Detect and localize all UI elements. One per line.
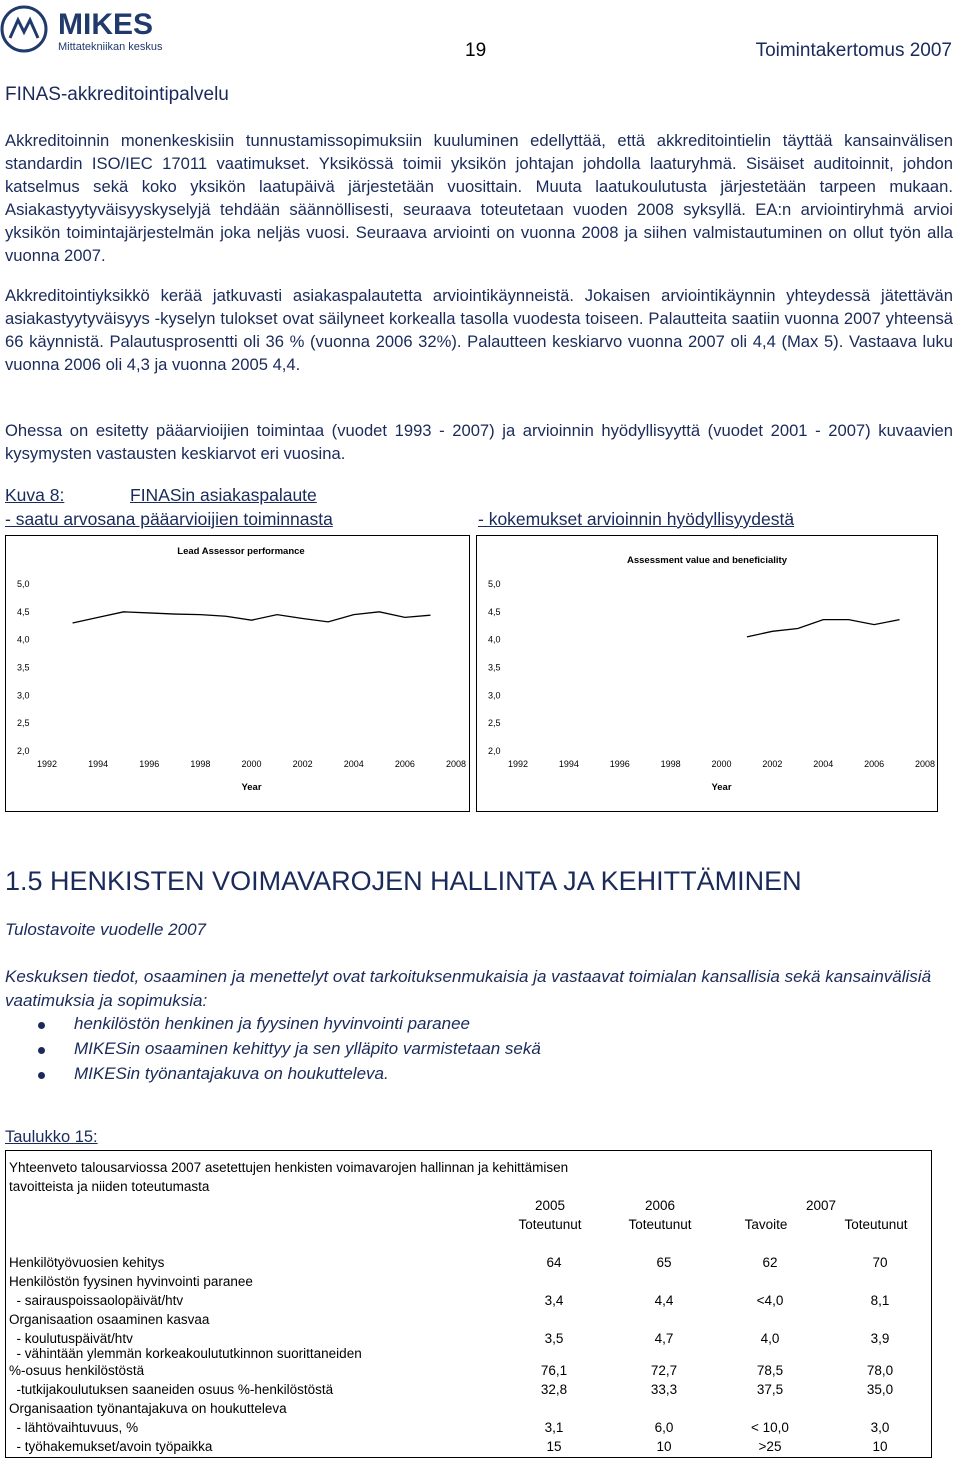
table-cell: 3,0 — [870, 1420, 890, 1435]
bullet-icon — [38, 1072, 45, 1079]
table-row — [9, 1274, 924, 1292]
row-label: Organisaation työnantajakuva on houkutteleva — [9, 1401, 287, 1416]
y-tick-label: 5,0 — [17, 579, 30, 589]
x-tick-label: 1992 — [507, 759, 529, 769]
table-cell: 78,5 — [756, 1363, 784, 1378]
table-cell: 3,1 — [544, 1420, 564, 1435]
year-header-2007: 2007 — [805, 1198, 837, 1213]
x-tick-label: 2008 — [914, 759, 936, 769]
chart-assessment-value-svg — [477, 536, 937, 811]
logo-text: MIKES — [58, 8, 154, 41]
paragraph-2: Akkreditointiyksikkö kerää jatkuvasti asiakaspalautetta arviointikäynneistä. Jokaisen arviointikäynnin yhteydessä jätettävän asiakastyytyväisyys -kyselyn tulokset ovat säilyneet korkealla tasolla vuodesta toiseen. Palautteita saatiin vuonna 2007 yhteensä 66 käynnistä. Palautusprosentti oli 36 % (vuonna 2006 32%). Palautteen keskiarvo vuonna 2007 oli 4,4 (Max 5). Vastaava luku vuonna 2006 oli 4,3 ja vuonna 2005 4,4. — [5, 286, 953, 374]
series-line — [73, 612, 431, 623]
x-tick-label: 1994 — [88, 759, 109, 769]
x-tick-label: 2006 — [864, 759, 885, 769]
y-tick-label: 4,0 — [17, 634, 30, 645]
year-header-2005: 2005 — [534, 1198, 566, 1213]
x-tick-label: 2006 — [394, 759, 415, 769]
bullet-icon — [38, 1047, 45, 1054]
section-title: FINAS-akkreditointipalvelu — [5, 84, 229, 105]
table-row — [9, 1420, 924, 1438]
table-cell: 4,0 — [760, 1331, 780, 1346]
chart-title: Assessment value and beneficiality — [627, 555, 787, 566]
paragraph-3: Ohessa on esitetty pääarvioijien toimintaa (vuodet 1993 - 2007) ja arvioinnin hyödyllisyyttä (vuodet 2001 - 2007) kuvaavien kysymysten vastausten keskiarvot eri vuosina. — [5, 421, 953, 463]
bullet-text: MIKESin osaaminen kehittyy ja sen ylläpito varmistetaan sekä — [74, 1039, 541, 1058]
x-tick-label: 2004 — [813, 759, 834, 769]
document-title: Toimintakertomus 2007 — [755, 40, 952, 61]
row-label: - vähintään ylemmän korkeakoulututkinnon suorittaneiden — [9, 1346, 362, 1361]
table-cell: >25 — [758, 1439, 782, 1454]
table-cell: 72,7 — [650, 1363, 678, 1378]
table-row — [9, 1293, 924, 1311]
table-row — [9, 1382, 924, 1400]
column-header: Tavoite — [744, 1217, 788, 1232]
y-tick-label: 4,5 — [17, 606, 30, 617]
y-tick-label: 3,0 — [488, 690, 501, 701]
figure-label: Kuva 8: — [5, 485, 65, 505]
x-tick-label: 1998 — [190, 759, 211, 769]
target-title: Tulostavoite vuodelle 2007 — [5, 920, 206, 939]
y-tick-label: 2,0 — [488, 746, 501, 756]
logo-subtext: Mittatekniikan keskus — [58, 41, 163, 53]
y-tick-label: 3,0 — [17, 690, 30, 701]
table-caption-line2: tavoitteista ja niiden toteutumasta — [9, 1179, 210, 1194]
table-label: Taulukko 15: — [5, 1128, 98, 1146]
section-15-heading: 1.5 HENKISTEN VOIMAVAROJEN HALLINTA JA KEHITTÄMINEN — [5, 866, 802, 896]
table-cell: < 10,0 — [751, 1420, 789, 1435]
row-label: Henkilötyövuosien kehitys — [9, 1255, 165, 1270]
table-row — [9, 1401, 924, 1419]
table-caption-line1: Yhteenveto talousarviossa 2007 asetettujen henkisten voimavarojen hallinnan ja kehittämisen — [9, 1160, 569, 1175]
table-cell: 3,9 — [870, 1331, 890, 1346]
x-tick-label: 2002 — [762, 759, 783, 769]
bullet-icon — [38, 1022, 45, 1029]
chart-assessment-value — [476, 535, 938, 812]
x-tick-label: 2008 — [445, 759, 467, 769]
table-cell: <4,0 — [756, 1293, 784, 1308]
series-line — [747, 620, 900, 637]
table-cell: 6,0 — [654, 1420, 674, 1435]
row-label: - sairauspoissaolopäivät/htv — [9, 1293, 184, 1308]
column-header: Toteutunut — [844, 1217, 908, 1232]
bullet-text: MIKESin työnantajakuva on houkutteleva. — [74, 1064, 389, 1083]
row-label: Organisaation osaaminen kasvaa — [9, 1312, 210, 1327]
x-tick-label: 1998 — [660, 759, 681, 769]
x-tick-label: 2000 — [241, 759, 262, 769]
table-cell: 37,5 — [756, 1382, 784, 1397]
x-tick-label: 2002 — [292, 759, 313, 769]
bullet-text: henkilöstön henkinen ja fyysinen hyvinvointi paranee — [74, 1014, 470, 1033]
y-tick-label: 2,5 — [488, 718, 501, 729]
chart-title: Lead Assessor performance — [177, 546, 305, 557]
figure-subtitle-left: - saatu arvosana pääarvioijien toiminnasta — [5, 509, 333, 529]
year-header-2006: 2006 — [644, 1198, 676, 1213]
paragraph-1: Akkreditoinnin monenkeskisiin tunnustamissopimuksiin kuuluminen edellyttää, että akkreditointielin täyttää kansainvälisen standardin ISO/IEC 17011 vaatimukset. Yksikössä toimii yksikön johtajan johdolla laaturyhmä. Sisäiset auditoinnit, johdon katselmus sekä koko yksikön laatupäivä järjestetään vuosittain. Muuta laatukoulutusta järjestetään tarpeen mukaan. Asiakastyytyväisyyskyselyjä tehdään säännöllisesti, seuraava toteutetaan vuoden 2008 syksyllä. EA:n arviointiryhmä arvioi yksikön toimintajärjestelmän joka neljäs vuosi. Seuraava arviointi on vuonna 2008 ja siihen valmistautuminen on ollut työn alla vuonna 2007. — [5, 131, 953, 265]
table-cell: 10 — [656, 1439, 672, 1454]
x-tick-label: 1992 — [36, 759, 58, 769]
target-text: Keskuksen tiedot, osaaminen ja menettelyt ovat tarkoituksenmukaisia ja vastaavat toimialan kansallisia sekä kansainvälisiä vaatimuksia ja sopimuksia: — [5, 967, 932, 1010]
table-cell: 64 — [546, 1255, 562, 1270]
x-tick-label: 2004 — [343, 759, 364, 769]
table-cell: 76,1 — [540, 1363, 568, 1378]
page-number: 19 — [465, 40, 487, 61]
x-tick-label: 2000 — [711, 759, 732, 769]
y-tick-label: 3,5 — [17, 662, 30, 673]
table-cell: 15 — [546, 1439, 562, 1454]
table-cell: 8,1 — [870, 1293, 890, 1308]
figure-caption — [5, 485, 317, 506]
column-header: Toteutunut — [518, 1217, 582, 1232]
row-label: %-osuus henkilöstöstä — [9, 1363, 145, 1378]
table-cell: 70 — [872, 1255, 888, 1270]
table-row — [9, 1439, 924, 1457]
table-row — [9, 1363, 924, 1381]
y-tick-label: 4,5 — [488, 606, 501, 617]
table-cell: 4,7 — [654, 1331, 674, 1346]
figure-subtitle-right: - kokemukset arvioinnin hyödyllisyydestä — [478, 509, 795, 529]
table-cell: 4,4 — [654, 1293, 674, 1308]
figure-title: FINASin asiakaspalaute — [130, 485, 317, 505]
y-tick-label: 2,0 — [17, 746, 30, 756]
y-tick-label: 5,0 — [488, 579, 501, 589]
summary-table — [5, 1150, 932, 1458]
table-row — [9, 1255, 924, 1273]
table-cell: 32,8 — [540, 1382, 568, 1397]
y-tick-label: 3,5 — [488, 662, 501, 673]
y-tick-label: 2,5 — [17, 718, 30, 729]
x-tick-label: 1996 — [139, 759, 160, 769]
table-cell: 33,3 — [650, 1382, 678, 1397]
x-tick-label: 1996 — [609, 759, 630, 769]
table-cell: 3,4 — [544, 1293, 564, 1308]
x-axis-label: Year — [711, 782, 732, 793]
table-cell: 35,0 — [866, 1382, 894, 1397]
row-label: -tutkijakoulutuksen saaneiden osuus %-henkilöstöstä — [9, 1382, 334, 1397]
y-tick-label: 4,0 — [488, 634, 501, 645]
table-cell: 65 — [656, 1255, 672, 1270]
table-cell: 10 — [872, 1439, 888, 1454]
column-header: Toteutunut — [628, 1217, 692, 1232]
chart-lead-assessor-svg — [6, 536, 469, 811]
row-label: - lähtövaihtuvuus, % — [9, 1420, 139, 1435]
table-row — [9, 1346, 924, 1364]
x-tick-label: 1994 — [558, 759, 579, 769]
chart-lead-assessor — [5, 535, 470, 812]
mikes-logo — [0, 2, 210, 56]
row-label: - työhakemukset/avoin työpaikka — [9, 1439, 213, 1454]
row-label: - koulutuspäivät/htv — [9, 1331, 133, 1346]
x-axis-label: Year — [241, 782, 262, 793]
table-row — [9, 1312, 924, 1330]
table-cell: 3,5 — [544, 1331, 564, 1346]
table-cell: 78,0 — [866, 1363, 894, 1378]
table-cell: 62 — [762, 1255, 778, 1270]
row-label: Henkilöstön fyysinen hyvinvointi paranee — [9, 1274, 253, 1289]
